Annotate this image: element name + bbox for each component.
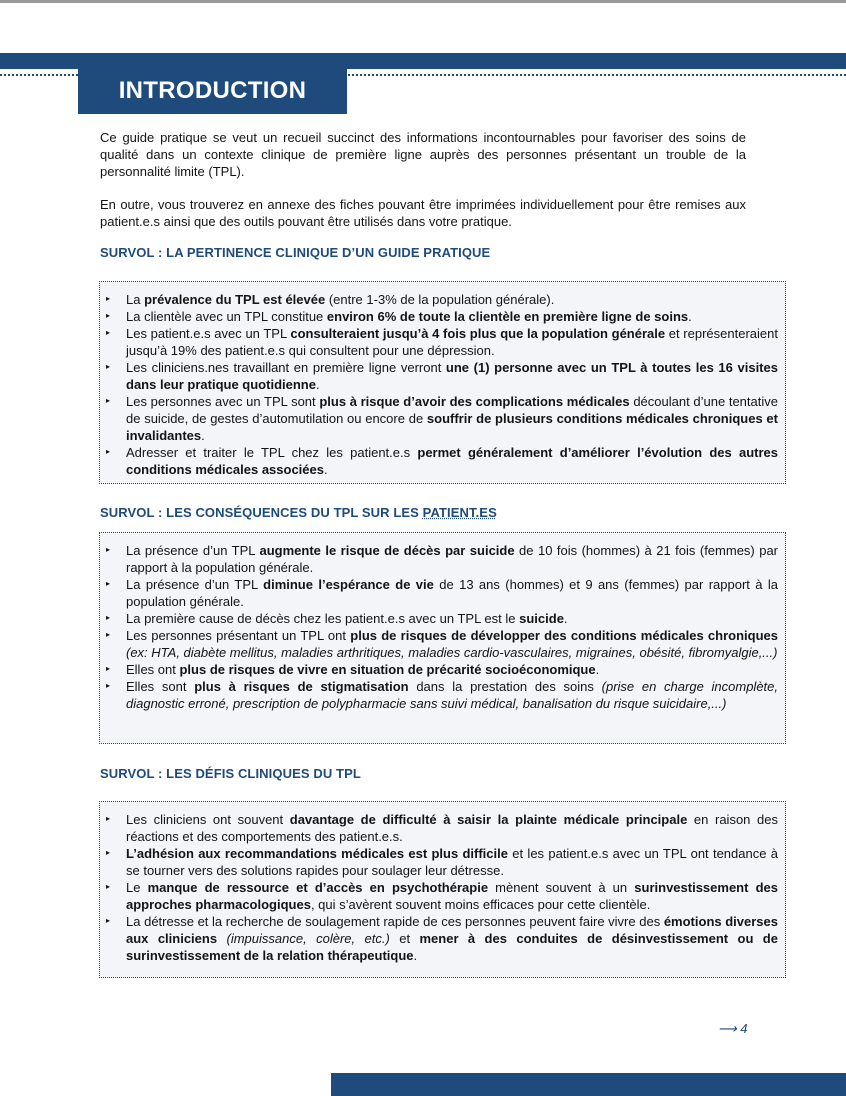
section-title-pertinence: SURVOL : LA PERTINENCE CLINIQUE D’UN GUIDE PRATIQUE — [100, 245, 491, 260]
bullet-item — [106, 393, 778, 444]
text: de 10 fois (hommes) à 21 fois (femmes) par rapport à la population générale. — [126, 543, 779, 575]
bold-text: environ 6% de toute la clientèle en première ligne de soins — [326, 309, 689, 324]
bullet-item — [106, 879, 778, 913]
bullet-icon: ▸ — [106, 916, 111, 925]
text: en raison des réactions et des comportements des patient.e.s. — [126, 812, 778, 844]
bold-text: une (1) personne avec un TPL à toutes les 16 visites dans leur pratique quotidienne — [126, 360, 778, 392]
page-marker-icon: ⟶ — [718, 1021, 737, 1036]
text: dans la prestation des soins — [408, 679, 602, 694]
bullet-list — [106, 811, 778, 964]
bullet-item — [106, 308, 778, 325]
text: . — [413, 948, 418, 963]
bullet-item — [106, 610, 778, 627]
text: et les patient.e.s avec un TPL ont tendance à se tourner vers des solutions rapides pour soulager leur détresse. — [126, 846, 778, 878]
bold-text: manque de ressource et d’accès en psychothérapie — [147, 880, 489, 895]
bullet-item — [106, 913, 778, 964]
text: . — [563, 611, 568, 626]
bullet-item — [106, 845, 778, 879]
bold-text: émotions diverses aux cliniciens — [126, 914, 778, 946]
text: Adresser et traiter le TPL chez les patient.e.s — [126, 445, 418, 460]
text: Elles sont — [126, 679, 195, 694]
bullet-icon: ▸ — [106, 613, 111, 622]
bullet-icon: ▸ — [106, 882, 111, 891]
bullet-icon: ▸ — [106, 396, 111, 405]
text: (entre 1-3% de la population générale). — [325, 292, 555, 307]
bullet-item — [106, 627, 778, 661]
text: Les personnes présentant un TPL ont — [126, 628, 351, 643]
bullet-icon: ▸ — [106, 814, 111, 823]
italic-text: (ex: HTA, diabète mellitus, maladies arthritiques, maladies cardio-vasculaires, migraines, obésité, fibromyalgie,...) — [126, 645, 778, 660]
text: mènent souvent à un — [488, 880, 635, 895]
bullet-icon: ▸ — [106, 664, 111, 673]
bullet-icon: ▸ — [106, 294, 111, 303]
text: La détresse et la recherche de soulagement rapide de ces personnes peuvent faire vivre des — [126, 914, 664, 929]
bullet-icon: ▸ — [106, 630, 111, 639]
section-box-defis — [99, 801, 786, 978]
bold-text: souffrir de plusieurs conditions médicales chroniques et invalidantes — [126, 411, 778, 443]
bold-text: consulteraient jusqu’à 4 fois plus que la population générale — [290, 326, 666, 341]
bold-text: plus à risque d’avoir des complications médicales — [319, 394, 630, 409]
bullet-icon: ▸ — [106, 328, 111, 337]
section-box-consequences — [99, 532, 786, 744]
header-band — [0, 53, 846, 69]
section-title-defis: SURVOL : LES DÉFIS CLINIQUES DU TPL — [100, 766, 361, 781]
top-rule — [0, 0, 846, 3]
text: . — [201, 428, 205, 443]
text: . — [323, 462, 328, 477]
bold-text: plus de risques de développer des conditions médicales chroniques — [350, 628, 778, 643]
footer-band — [331, 1073, 846, 1096]
intro-paragraph-1: Ce guide pratique se veut un recueil succinct des informations incontournables pour favoriser des soins de qualité dans un contexte clinique de première ligne auprès des personnes présentant un trouble de la personnalité limite (TPL). — [100, 130, 746, 179]
text: découlant d’une tentative de suicide, de gestes d’automutilation ou encore de — [126, 394, 778, 426]
bold-text: diminue l’espérance de vie — [263, 577, 434, 592]
bold-text: permet généralement d’améliorer l’évolution des autres conditions médicales associées — [126, 445, 778, 477]
bold-text: plus à risques de stigmatisation — [194, 679, 409, 694]
italic-text: (prise en charge incomplète, diagnostic erroné, prescription de polypharmacie sans suivi médical, banalisation du risque suicidaire,...) — [126, 679, 778, 711]
bullet-item — [106, 678, 778, 712]
page-number: ⟶ 4 — [718, 1021, 748, 1036]
text: Les cliniciens ont souvent — [126, 812, 290, 827]
text: . — [315, 377, 320, 392]
bullet-item — [106, 359, 778, 393]
italic-text: (impuissance, colère, etc.) — [226, 931, 390, 946]
bullet-icon: ▸ — [106, 447, 111, 456]
text: Les personnes avec un TPL sont — [126, 394, 320, 409]
bullet-list — [106, 291, 778, 478]
text: La première cause de décès chez les patient.e.s avec un TPL est le — [126, 611, 520, 626]
text: et représenteraient jusqu’à 19% des patient.e.s qui consultent pour une dépression. — [126, 326, 778, 358]
text: La présence d’un TPL — [126, 577, 264, 592]
bullet-item — [106, 661, 778, 678]
text: de 13 ans (hommes) et 9 ans (femmes) par rapport à la population générale. — [126, 577, 778, 609]
bold-text: prévalence du TPL est élevée — [144, 292, 326, 307]
bullet-item — [106, 291, 778, 308]
bullet-icon: ▸ — [106, 311, 111, 320]
bullet-icon: ▸ — [106, 362, 111, 371]
bold-text: davantage de difficulté à saisir la plainte médicale principale — [289, 812, 688, 827]
page-title: INTRODUCTION — [78, 68, 347, 114]
underlined-term: PATIENT.ES — [422, 505, 497, 520]
text: . — [595, 662, 600, 677]
bullet-item — [106, 576, 778, 610]
bold-text: suicide — [519, 611, 564, 626]
text: Les cliniciens.nes travaillant en première ligne verront — [126, 360, 446, 375]
text: Les patient.e.s avec un TPL — [126, 326, 291, 341]
bold-text: augmente le risque de décès par suicide — [259, 543, 515, 558]
bullet-list — [106, 542, 778, 712]
text: et — [389, 931, 420, 946]
text: La clientèle avec un TPL constitue — [126, 309, 327, 324]
text: Le — [126, 880, 148, 895]
section-box-pertinence — [99, 281, 786, 484]
text: La présence d’un TPL — [126, 543, 260, 558]
bold-text: surinvestissement des approches pharmacologiques — [126, 880, 778, 912]
bullet-item — [106, 811, 778, 845]
text: . — [688, 309, 692, 324]
section-title-consequences: SURVOL : LES CONSÉQUENCES DU TPL SUR LES PATIENT.ES — [100, 505, 497, 520]
bullet-icon: ▸ — [106, 681, 111, 690]
text: La — [126, 292, 145, 307]
bullet-icon: ▸ — [106, 579, 111, 588]
bullet-item — [106, 444, 778, 478]
bullet-item — [106, 542, 778, 576]
bullet-icon: ▸ — [106, 848, 111, 857]
intro-paragraph-2: En outre, vous trouverez en annexe des fiches pouvant être imprimées individuellement pour être remises aux patient.e.s ainsi que des outils pouvant être utilisés dans votre pratique. — [100, 197, 746, 229]
bold-text: L’adhésion aux recommandations médicales est plus difficile — [126, 846, 508, 861]
text: Elles ont — [126, 662, 180, 677]
bullet-item — [106, 325, 778, 359]
bold-text: plus de risques de vivre en situation de précarité socioéconomique — [179, 662, 596, 677]
bullet-icon: ▸ — [106, 545, 111, 554]
bold-text: mener à des conduites de désinvestissement ou de surinvestissement de la relation thérapeutique — [126, 931, 778, 963]
text: , qui s’avèrent souvent moins efficaces pour cette clientèle. — [310, 897, 651, 912]
